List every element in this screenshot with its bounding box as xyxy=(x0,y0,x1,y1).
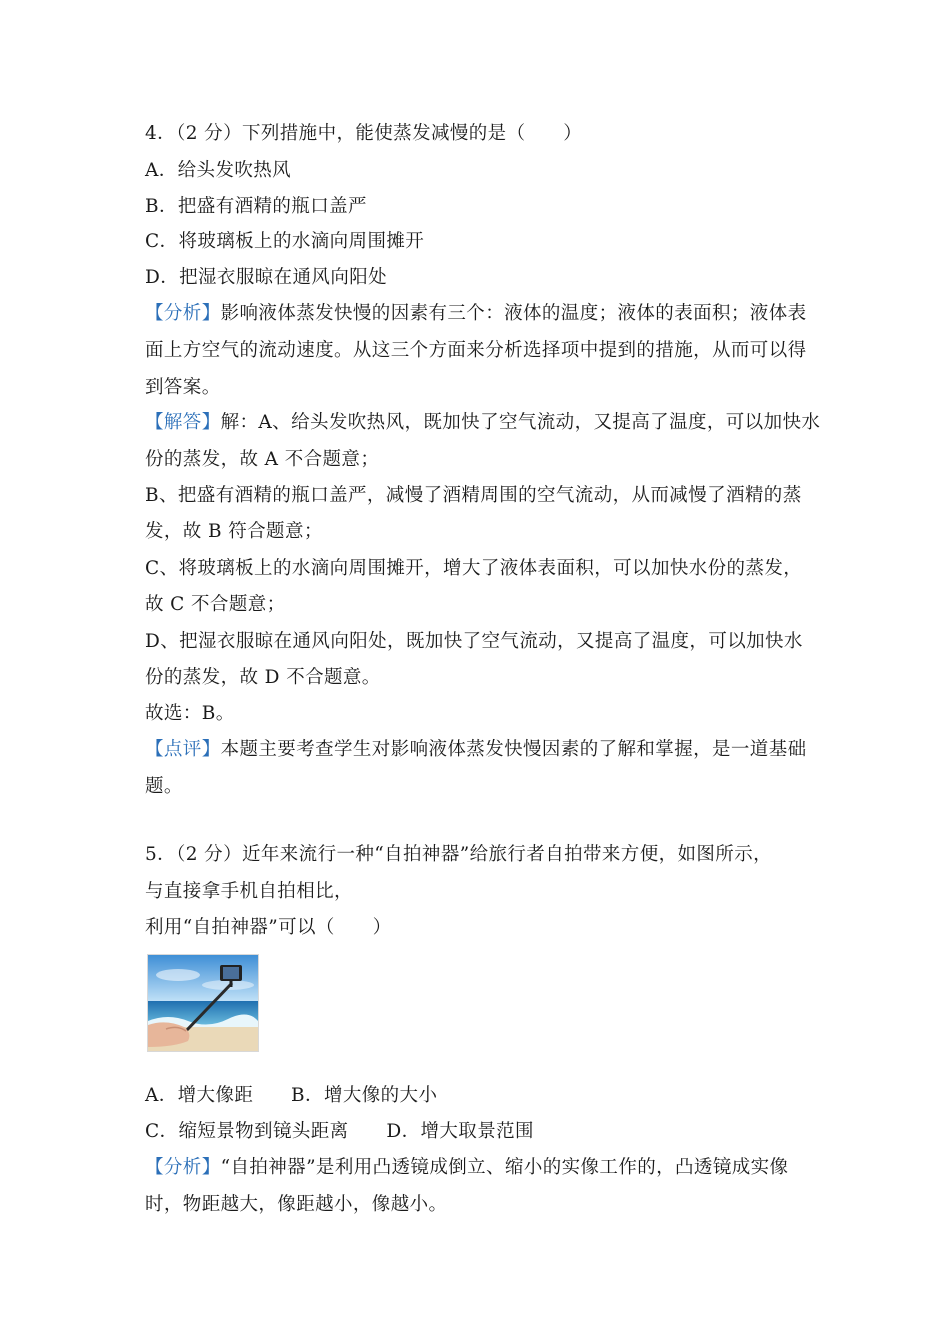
selfie-stick-photo xyxy=(147,954,259,1052)
q4-analysis-text: 影响液体蒸发快慢的因素有三个：液体的温度；液体的表面积；液体表 xyxy=(220,303,807,324)
q5-stem-line-3: 利用“自拍神器”可以（ ） xyxy=(145,917,392,938)
q4-answer-line-8: 份的蒸发，故 D 不合题意。 xyxy=(145,667,381,688)
q4-option-c: C．将玻璃板上的水滴向周围摊开 xyxy=(145,231,425,252)
q5-options-row-1: A．增大像距 B．增大像的大小 xyxy=(145,1085,438,1106)
q4-option-d: D．把湿衣服晾在通风向阳处 xyxy=(145,267,388,288)
analysis-tag: 【分析】 xyxy=(145,1157,221,1178)
q4-answer-line-6: 故 C 不合题意； xyxy=(145,594,286,615)
q5-stem-line-1: 5．（2 分）近年来流行一种“自拍神器”给旅行者自拍带来方便，如图所示， xyxy=(145,844,772,865)
analysis-tag: 【分析】 xyxy=(145,303,221,324)
q4-answer-line-4: 发，故 B 符合题意； xyxy=(145,521,323,542)
q4-analysis-line-2: 面上方空气的流动速度。从这三个方面来分析选择项中提到的措施，从而可以得 xyxy=(145,340,807,361)
q4-comment-text: 本题主要考查学生对影响液体蒸发快慢因素的了解和掌握，是一道基础 xyxy=(220,739,807,760)
q4-option-b: B．把盛有酒精的瓶口盖严 xyxy=(145,196,367,217)
q5-stem-line-2: 与直接拿手机自拍相比， xyxy=(145,881,353,902)
q4-stem: 4．（2 分）下列措施中，能使蒸发减慢的是（ ） xyxy=(145,123,583,144)
q4-answer-line-5: C、将玻璃板上的水滴向周围摊开，增大了液体表面积，可以加快水份的蒸发， xyxy=(145,558,803,579)
q4-analysis-line-1 xyxy=(145,302,807,326)
q4-answer-text: 解：A、给头发吹热风，既加快了空气流动，又提高了温度，可以加快水 xyxy=(220,412,821,433)
q5-analysis-line-1 xyxy=(145,1156,788,1180)
selfie-stick-illustration xyxy=(148,955,258,1051)
q4-option-a: A．给头发吹热风 xyxy=(145,160,292,181)
q4-answer-line-3: B、把盛有酒精的瓶口盖严，减慢了酒精周围的空气流动，从而减慢了酒精的蒸 xyxy=(145,485,802,506)
q4-comment-line-1 xyxy=(145,738,807,762)
comment-tag: 【点评】 xyxy=(145,739,221,760)
q4-comment-line-2: 题。 xyxy=(145,776,183,797)
answer-tag: 【解答】 xyxy=(145,412,221,433)
q5-options-row-2: C．缩短景物到镜头距离 D．增大取景范围 xyxy=(145,1121,534,1142)
q4-answer-line-2: 份的蒸发，故 A 不合题意； xyxy=(145,449,380,470)
q4-analysis-line-3: 到答案。 xyxy=(145,377,221,398)
q4-answer-line-1 xyxy=(145,411,820,435)
q4-answer-line-9: 故选：B。 xyxy=(145,703,235,724)
q5-analysis-text: “自拍神器”是利用凸透镜成倒立、缩小的实像工作的，凸透镜成实像 xyxy=(220,1157,789,1178)
q4-answer-line-7: D、把湿衣服晾在通风向阳处，既加快了空气流动，又提高了温度，可以加快水 xyxy=(145,631,803,652)
q5-analysis-line-2: 时，物距越大，像距越小，像越小。 xyxy=(145,1194,448,1215)
